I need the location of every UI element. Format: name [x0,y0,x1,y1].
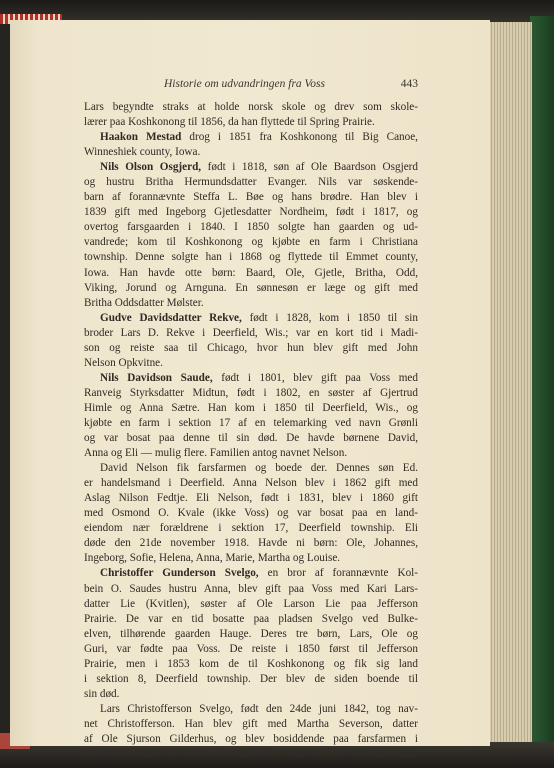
text-line [84,597,418,612]
text-line [84,356,418,371]
text-line [84,416,418,431]
text-line [84,401,418,416]
line-text: født i 1801, blev gift paa Voss med [212,371,418,384]
text-line [84,266,418,281]
line-text: 1839 gift med Ingeborg Gjetlesdatter Nordheim, født i 1817, og [84,206,418,219]
text-line [84,250,418,265]
text-line [84,461,418,476]
text-line [84,145,418,160]
line-text: Britha Oddsdatter Mølster. [84,296,204,309]
text-line [84,732,418,747]
line-text: barn af forannævnte Steffa L. Bøe og hans brødre. Han blev i [84,191,418,204]
entry-name: Nils Davidson Saude, [100,371,213,384]
line-text: Deerfield. Han er død for adskillige aar siden. Martha døde [84,748,418,761]
line-text: født i 1828, kom i 1850 til sin [241,311,418,324]
line-text: Anna og Eli — mulig flere. Familien antog navnet Nelson. [84,447,348,460]
text-line [84,627,418,642]
text-line [84,386,418,401]
line-text: af Ole Sjurson Gilderhus, og blev bosiddende paa farsfarmen i [84,732,418,745]
text-line [84,115,418,130]
text-line [84,717,418,732]
line-text: Lars Christofferson Svelgo, født den 24de juni 1842, tog nav- [100,702,418,715]
line-text: Prairie, men i 1853 kom de til Koshkonong og fik sig land [84,657,418,670]
text-line [84,341,418,356]
text-line [84,160,418,175]
text-line [84,371,418,386]
line-text: Prairie. De var en tid bosatte paa pladsen Svelgo ved Bulke- [84,612,418,625]
text-line [84,551,418,566]
text-line [84,642,418,657]
text-line [84,702,418,717]
text-line [84,311,418,326]
line-text: Iowa. Han havde otte børn: Baard, Ole, Gjetle, Britha, Odd, [84,266,418,279]
line-text: en bror af forannævnte Kol- [258,567,418,580]
entry-name: Christoffer Gunderson Svelgo, [100,567,259,580]
line-text: Himle og Anna Sætre. Han kom i 1850 til Deerfield, Wis., og [84,401,418,414]
line-text: døde den 21de november 1918. Havde ni børn: Ole, Johannes, [84,537,418,550]
body-text [84,100,418,762]
text-line [84,431,418,446]
text-line [84,130,418,145]
book-edge-top [0,0,554,22]
line-text: sin død. [84,687,120,700]
line-text: er handelsmand i Deerfield. Anna Nelson blev i 1862 gift med [84,477,418,490]
line-text: son og reiste saa til Chicago, hvor hun blev gift med John [84,341,418,354]
text-line [84,476,418,491]
page-number: 443 [400,78,418,90]
line-text: bein O. Saudes hustru Anna, blev gift paa Voss med Kari Lars- [84,582,418,595]
line-text: net Christofferson. Han blev gift med Martha Severson, datter [84,717,418,730]
line-text: Ingeborg, Sofie, Helena, Anna, Marie, Martha og Louise. [84,552,341,565]
line-text: og hustru Britha Hermundsdatter Evanger. Nils var søskende- [84,176,418,189]
line-text: lærer paa Koshkonong til 1856, da han flyttede til Spring Prairie. [84,116,375,129]
line-text: datter Lie (Kvitlen), søster af Ole Larson Lie paa Jefferson [84,597,418,610]
text-line [84,175,418,190]
text-line [84,566,418,581]
line-text: Nelson Opkvitne. [84,356,163,369]
line-text: Viking, Jorund og Arnguna. En sønnesøn er læge og gift med [84,281,418,294]
line-text: og var bosat paa denne til sin død. De havde børnene David, [84,432,418,445]
text-line [84,281,418,296]
text-line [84,296,418,311]
text-line [84,235,418,250]
text-line [84,657,418,672]
text-line [84,536,418,551]
text-line [84,491,418,506]
book-cover-right [530,16,554,756]
line-text: David Nelson fik farsfarmen og boede der. Dennes søn Ed. [100,462,418,475]
line-text: broder Lars D. Rekve i Deerfield, Wis.; var en kort tid i Madi- [84,326,418,339]
line-text: med Osmond O. Kvale (ikke Voss) og var bosat paa en land- [84,507,418,520]
text-line [84,506,418,521]
line-text: drog i 1851 fra Koshkonong til Big Canoe, [181,131,418,144]
line-text: elven, tilhørende gaarden Hauge. Deres tre børn, Lars, Ole og [84,627,418,640]
text-line [84,672,418,687]
text-line [84,220,418,235]
text-line [84,100,418,115]
line-text: Winneshiek county, Iowa. [84,146,201,159]
text-line [84,612,418,627]
text-line [84,582,418,597]
line-text: eiendom nær forældrene i sektion 17, Deerfield township. Eli [84,522,418,535]
line-text: Lars begyndte straks at holde norsk skole og drev som skole- [84,101,418,113]
line-text: kjøbte en farm i sektion 17 af en telemarking ved navn Grønli [84,416,418,429]
entry-name: Haakon Mestad [100,131,182,144]
line-text: i sektion 8, Deerfield township. Der blev de siden boende til [84,672,418,685]
line-text: township. Denne solgte han i 1868 og flyttede til Emmet county, [84,251,418,264]
text-line [84,446,418,461]
line-text: vandrede; kom til Koshkonong og kjøbte en farm i Christiana [84,236,418,249]
line-text: Aslag Nilson Fedtje. Eli Nelson, født i 1831, blev i 1860 gift [84,492,418,505]
text-line [84,687,418,702]
entry-name: Nils Olson Osgjerd, [100,161,202,174]
line-text: overtog farsgaarden i 1840. I 1850 solgte han gaarden og ud- [84,221,418,234]
entry-name: Gudve Davidsdatter Rekve, [100,311,242,324]
running-title: Historie om udvandringen fra Voss [164,78,325,90]
page-stack-edge [486,22,532,744]
text-line [84,326,418,341]
text-line [84,190,418,205]
running-header [84,78,418,96]
text-line [84,521,418,536]
line-text: Guri, var fødte paa Voss. De reiste i 1850 først til Jefferson [84,642,418,655]
text-line [84,747,418,762]
line-text: født i 1818, søn af Ole Baardson Osgjerd [201,161,418,174]
line-text: Ranveig Styrksdatter Midtun, født i 1802, en søster af Gjertrud [84,386,418,399]
text-line [84,205,418,220]
